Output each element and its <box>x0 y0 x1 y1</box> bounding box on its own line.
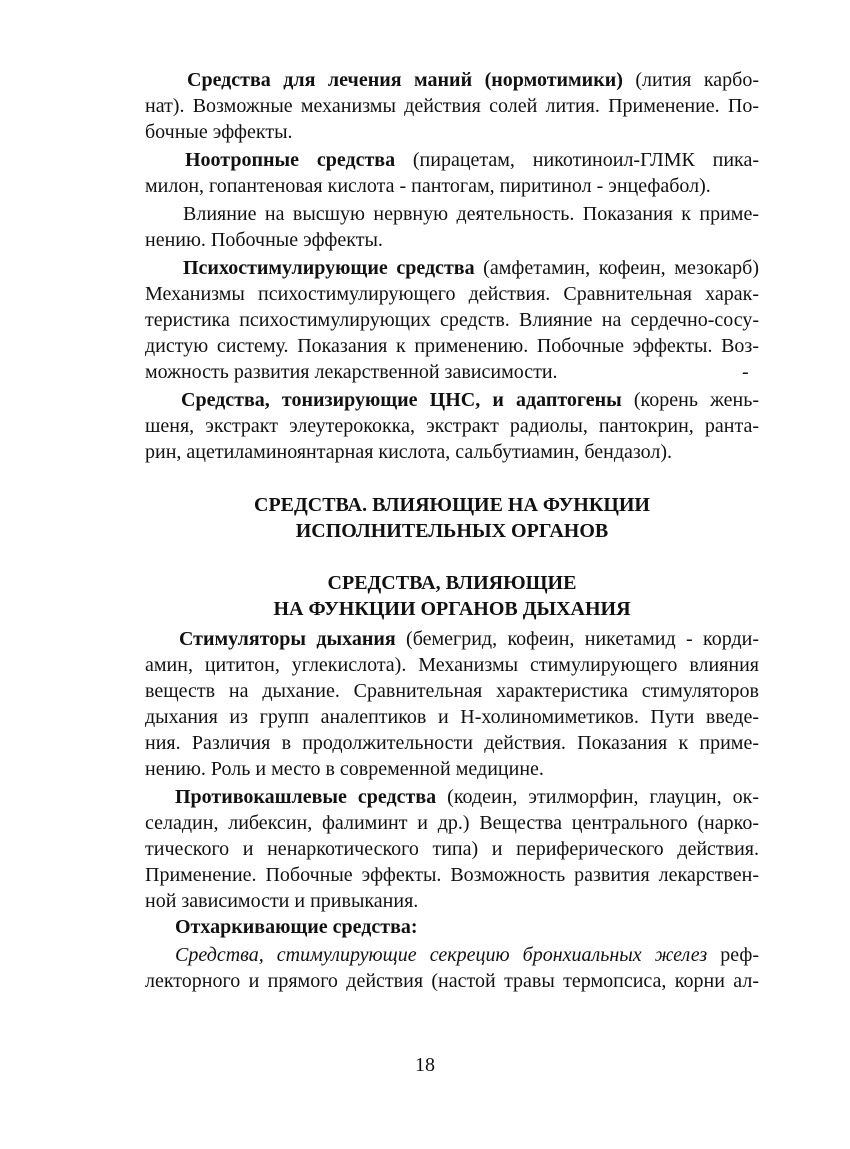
page-number: 18 <box>415 1054 435 1076</box>
paragraph-antitussive-line-2: селадин, либексин, фалиминт и др.) Вещества центрального (нарко- <box>145 812 759 834</box>
section-heading-line-1: СРЕДСТВА. ВЛИЯЮЩИЕ НА ФУНКЦИИ <box>254 494 650 516</box>
paragraph-nootropic-effects-line-1: Влияние на высшую нервную деятельность. Показания к приме- <box>183 203 759 225</box>
paragraph-mania-line-2: нат). Возможные механизмы действия солей лития. Применение. По- <box>145 95 759 117</box>
paragraph-antitussive-line-1: Противокашлевые средства (кодеин, этилморфин, глауцин, ок- <box>175 786 759 808</box>
term-bronchial-secretion-stimulants: Средства, стимулирующие секрецию бронхиальных желез <box>175 944 708 966</box>
subsection-heading-line-2: НА ФУНКЦИИ ОРГАНОВ ДЫХАНИЯ <box>273 598 631 620</box>
paragraph-mania-line-3: бочные эффекты. <box>145 121 293 143</box>
paragraph-psychostim-line-5: можность развития лекарственной зависимости. <box>145 361 558 383</box>
term-nootropic-drugs: Ноотропные средства <box>185 149 396 171</box>
term-antitussive-drugs: Противокашлевые средства <box>175 786 437 808</box>
paragraph-expectorant-line-1: Средства, стимулирующие секрецию бронхиальных желез реф- <box>175 944 759 966</box>
paragraph-nootropic-line-1: Ноотропные средства (пирацетам, никотиноил-ГЛМК пика- <box>185 149 759 171</box>
paragraph-psychostim-line-2: Механизмы психостимулирующего действия. Сравнительная харак- <box>145 283 759 305</box>
term-tonic-adaptogens: Средства, тонизирующие ЦНС, и адаптогены <box>181 389 622 411</box>
stray-dash: - <box>742 361 749 383</box>
paragraph-psychostim-line-1: Психостимулирующие средства (амфетамин, кофеин, мезокарб) <box>183 257 759 279</box>
paragraph-expectorant-line-2: лекторного и прямого действия (настой травы термопсиса, корни ал- <box>145 970 759 992</box>
paragraph-resp-stimulants-line-2: амин, цититон, углекислота). Механизмы стимулирующего влияния <box>145 654 759 676</box>
section-heading-line-2: ИСПОЛНИТЕЛЬНЫХ ОРГАНОВ <box>295 520 609 542</box>
term-mania-drugs: Средства для лечения маний (нормотимики) <box>187 69 623 91</box>
term-psychostimulants: Психостимулирующие средства <box>183 257 475 279</box>
expectorants-heading: Отхаркивающие средства: <box>175 916 418 938</box>
paragraph-resp-stimulants-line-6: нению. Роль и место в современной медицине. <box>145 758 544 780</box>
paragraph-antitussive-line-3: тического и ненаркотического типа) и периферического действия. <box>145 838 759 860</box>
paragraph-nootropic-line-2: милон, гопантеновая кислота - пантогам, пиритинол - энцефабол). <box>145 175 711 197</box>
paragraph-antitussive-line-5: ной зависимости и привыкания. <box>145 890 419 912</box>
paragraph-resp-stimulants-line-1: Стимуляторы дыхания (бемегрид, кофеин, никетамид - корди- <box>179 628 760 650</box>
paragraph-tonic-line-1: Средства, тонизирующие ЦНС, и адаптогены (корень жень- <box>181 389 759 411</box>
paragraph-resp-stimulants-line-4: дыхания из групп аналептиков и Н-холиномиметиков. Пути введе- <box>145 706 759 728</box>
paragraph-resp-stimulants-line-5: ния. Различия в продолжительности действия. Показания к приме- <box>145 732 759 754</box>
paragraph-nootropic-effects-line-2: нению. Побочные эффекты. <box>145 229 383 251</box>
paragraph-mania-line-1: Средства для лечения маний (нормотимики) (лития карбо- <box>187 69 759 91</box>
term-respiratory-stimulants: Стимуляторы дыхания <box>179 628 396 650</box>
paragraph-tonic-line-3: рин, ацетиламиноянтарная кислота, сальбутиамин, бендазол). <box>145 441 673 463</box>
subsection-heading-line-1: СРЕДСТВА, ВЛИЯЮЩИЕ <box>327 572 577 594</box>
paragraph-resp-stimulants-line-3: веществ на дыхание. Сравнительная характеристика стимуляторов <box>145 680 759 702</box>
paragraph-antitussive-line-4: Применение. Побочные эффекты. Возможность развития лекарствен- <box>145 864 759 886</box>
paragraph-tonic-line-2: шеня, экстракт элеутерококка, экстракт радиолы, пантокрин, ранта- <box>145 415 759 437</box>
paragraph-psychostim-line-4: дистую систему. Показания к применению. Побочные эффекты. Воз- <box>145 335 759 357</box>
paragraph-psychostim-line-3: теристика психостимулирующих средств. Влияние на сердечно-сосу- <box>145 309 759 331</box>
